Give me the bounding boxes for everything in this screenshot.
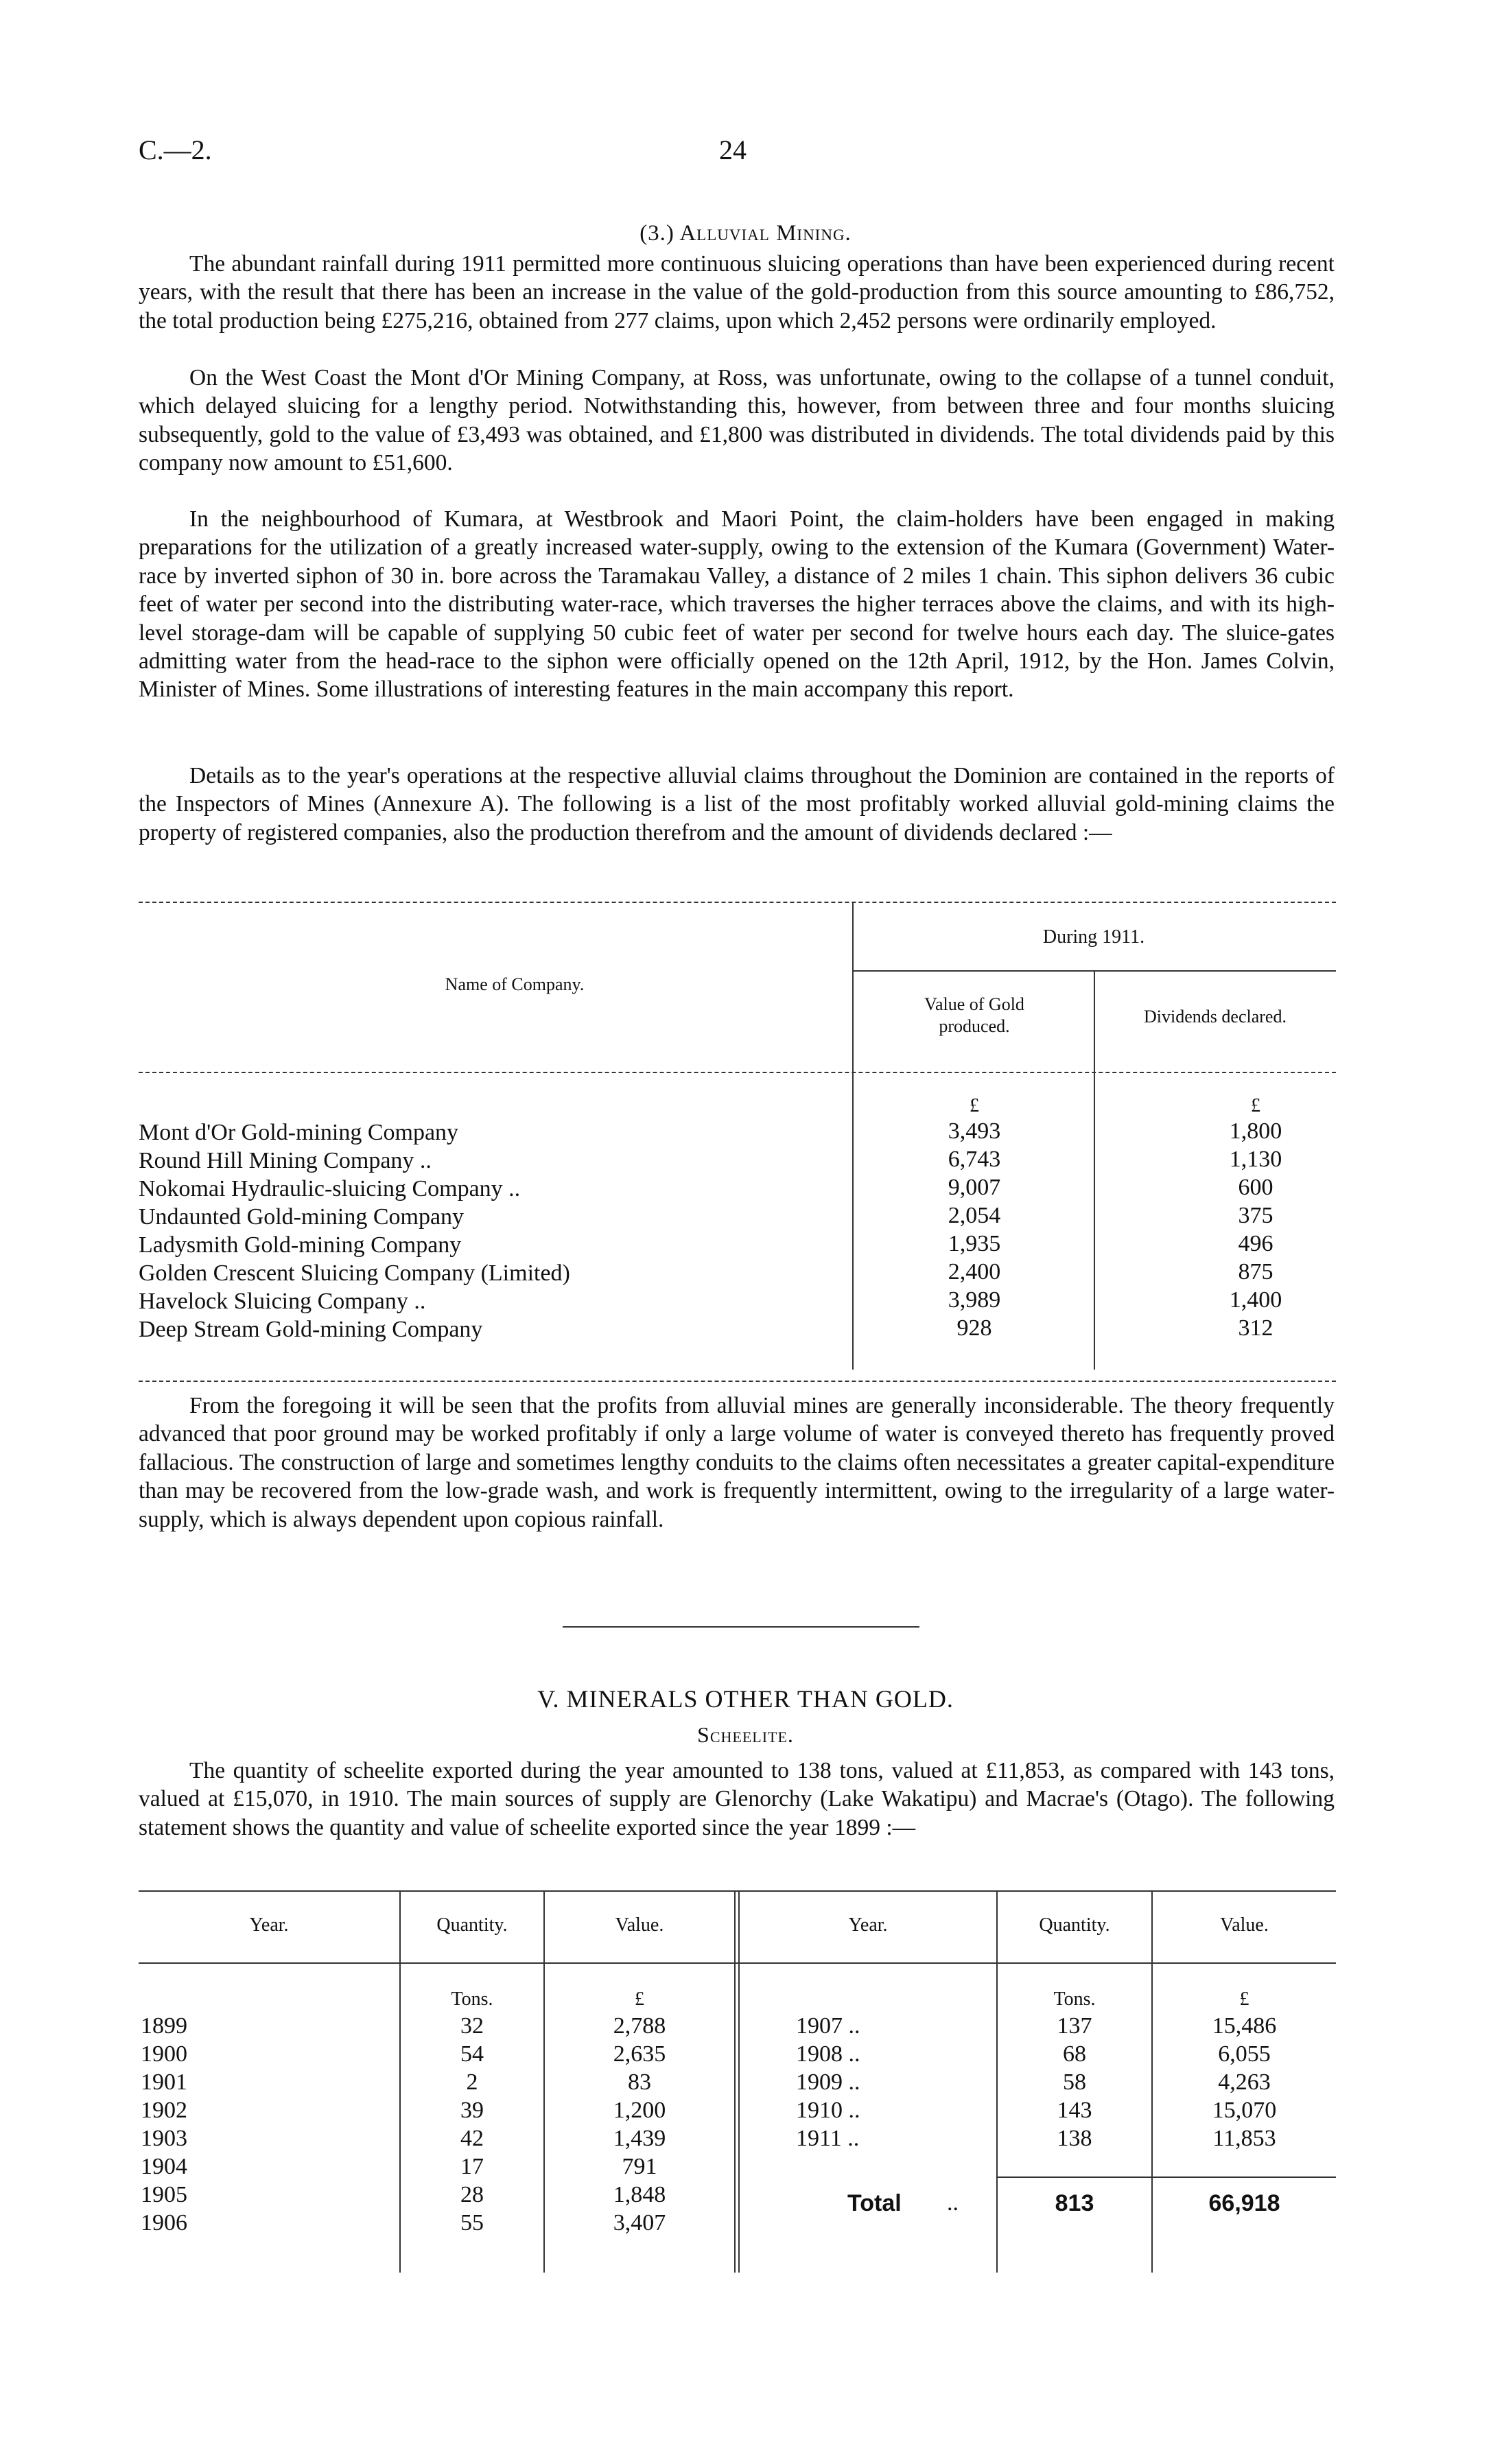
company-name: Round Hill Mining Company .. [139,1148,432,1173]
paragraph [139,762,1335,847]
year-cell: 1906 [141,2210,187,2236]
quantity-cell: 138 [1057,2126,1092,2151]
dividends-value: 1,800 [1229,1118,1282,1144]
quantity-cell: 68 [1063,2041,1086,2067]
section-title-alluvial: (3.) Alluvial Mining. [639,221,852,246]
paragraph [139,1392,1335,1534]
value-cell: 6,055 [1218,2041,1271,2067]
column-header-year: Year. [249,1914,289,1936]
company-name: Undaunted Gold-mining Company [139,1204,465,1230]
gold-value: 1,935 [948,1231,1001,1256]
value-cell: 15,070 [1212,2098,1277,2123]
company-name: Ladysmith Gold-mining Company [139,1232,462,1258]
unit-label: £ [635,1988,644,2010]
paragraph-text: In the neighbourhood of Kumara, at Westbrook and Maori Point, the claim-holders have been engaged in making preparations for the utilization of a greatly increased water-supply, owing to the extension of the Kumara (Government) Water-race by inverted siphon of 30 in. bore across the Taramakau Valley, a distance of 2 miles 1 chain. This siphon delivers 36 cubic feet of water per second into the distributing water-race, which traverses the higher terraces above the claims, and with its high-level storage-dam will be capable of supplying 50 cubic feet of water per second for twelve hours each day. The sluice-gates admitting water from the head-race to the siphon were officially opened on the 12th April, 1912, by the Hon. James Colvin, Minister of Mines. Some illustrations of interesting features in the main accompany this report. [139,506,1335,703]
quantity-cell: 55 [460,2210,484,2236]
quantity-cell: 143 [1057,2098,1092,2123]
company-name: Golden Crescent Sluicing Company (Limited) [139,1260,570,1286]
dividends-value: 600 [1238,1175,1273,1200]
year-cell: 1899 [141,2013,187,2039]
paragraph-text: The abundant rainfall during 1911 permitted more continuous sluicing operations than have been experienced during recent years, with the result that there has been an increase in the value of the gold-production from this source amounting to £86,752, the total production being £275,216, obtained from 277 claims, upon which 2,452 persons were ordinarily employed. [139,251,1335,333]
total-quantity: 813 [1055,2190,1094,2216]
column-group-header: During 1911. [1042,926,1145,948]
paragraph [139,1757,1335,1842]
year-cell: 1908 .. [796,2041,860,2067]
quantity-cell: 42 [460,2126,484,2151]
quantity-cell: 17 [460,2154,484,2179]
dividends-value: 875 [1238,1259,1273,1284]
year-cell: 1900 [141,2041,187,2067]
column-header-quantity: Quantity. [1039,1914,1110,1936]
value-cell: 1,200 [613,2098,666,2123]
value-cell: 3,407 [613,2210,666,2236]
table-rule [996,2176,1336,2178]
section-title-minerals: V. MINERALS OTHER THAN GOLD. [537,1685,954,1713]
paragraph-text: On the West Coast the Mont d'Or Mining Company, at Ross, was unfortunate, owing to the collapse of a tunnel conduit, which delayed sluicing for a lengthy period. Notwithstanding this, however, from between three and four months sluicing subsequently, gold to the value of £3,493 was obtained, and £1,800 was distributed in dividends. The total dividends paid by this company now amount to £51,600. [139,365,1335,476]
total-label: Total [847,2190,902,2216]
column-header-dividends: Dividends declared. [1144,1007,1287,1026]
table-divider [738,1892,740,2273]
value-cell: 2,788 [613,2013,666,2039]
column-header-quantity: Quantity. [436,1914,508,1936]
column-header-value: Value of Gold produced. [924,994,1024,1036]
gold-value: 9,007 [948,1175,1001,1200]
quantity-cell: 32 [460,2013,484,2039]
year-cell: 1904 [141,2154,187,2179]
quantity-cell: 2 [466,2069,478,2095]
gold-value: 6,743 [948,1147,1001,1172]
year-cell: 1909 .. [796,2069,860,2095]
table-rule [852,970,1336,972]
dividends-value: 1,400 [1229,1287,1282,1313]
column-header-year: Year. [848,1914,888,1936]
column-header-company: Name of Company. [445,974,585,994]
value-cell: 2,635 [613,2041,666,2067]
unit-label: £ [1239,1988,1249,2010]
company-name: Deep Stream Gold-mining Company [139,1317,483,1342]
paragraph-text: Details as to the year's operations at the respective alluvial claims throughout the Dominion are contained in the reports of the Inspectors of Mines (Annexure A). The following is a list of the most profitably worked alluvial gold-mining claims the property of registered companies, also the production therefrom and the amount of dividends declared :— [139,763,1335,845]
paragraph [139,364,1335,478]
year-cell: 1902 [141,2098,187,2123]
unit-label: £ [1251,1095,1260,1116]
year-cell: 1901 [141,2069,187,2095]
dividends-value: 496 [1238,1231,1273,1256]
gold-value: 2,400 [948,1259,1001,1284]
column-header-value: Value. [1220,1914,1269,1936]
unit-label: Tons. [1053,1988,1096,2010]
value-cell: 1,439 [613,2126,666,2151]
quantity-cell: 137 [1057,2013,1092,2039]
unit-label: £ [970,1095,979,1116]
section-divider [563,1626,919,1628]
table-divider [1094,970,1095,1370]
value-cell: 11,853 [1212,2126,1276,2151]
gold-value: 3,493 [948,1118,1001,1144]
company-name: Nokomai Hydraulic-sluicing Company .. [139,1176,521,1201]
quantity-cell: 39 [460,2098,484,2123]
value-cell: 791 [622,2154,657,2179]
dividends-value: 312 [1238,1315,1273,1341]
document-reference: C.—2. [139,134,212,165]
total-value: 66,918 [1208,2190,1280,2216]
paragraph [139,250,1335,335]
year-cell: 1910 .. [796,2098,860,2123]
page-number: 24 [719,134,747,165]
column-header-value: Value. [615,1914,664,1936]
paragraph-text: From the foregoing it will be seen that the profits from alluvial mines are generally inconsiderable. The theory frequently advanced that poor ground may be worked profitably if only a large volume of water is conveyed thereto has frequently proved fallacious. The construction of large and sometimes lengthy conduits to the claims often necessitates a greater capital-expenditure than may be recovered from the low-grade wash, and work is frequently intermittent, owing to the irregularity of a large water-supply, which is always dependent upon copious rainfall. [139,1393,1335,1532]
total-dots: .. [947,2190,959,2216]
dividends-value: 1,130 [1229,1147,1282,1172]
table-divider [734,1892,736,2273]
dividends-value: 375 [1238,1203,1273,1228]
year-cell: 1911 .. [796,2126,860,2151]
gold-value: 3,989 [948,1287,1001,1313]
table-rule [139,1890,1336,1892]
value-cell: 15,486 [1212,2013,1277,2039]
table-divider [852,903,854,1370]
paragraph [139,505,1335,704]
value-cell: 83 [628,2069,651,2095]
subsection-title-scheelite: Scheelite. [697,1722,794,1747]
company-name: Havelock Sluicing Company .. [139,1289,426,1314]
paragraph-text: The quantity of scheelite exported during the year amounted to 138 tons, valued at £11,853, as compared with 143 tons, valued at £15,070, in 1910. The main sources of supply are Glenorchy (Lake Wakatipu) and Macrae's (Otago). The following statement shows the quantity and value of scheelite exported since the year 1899 :— [139,1758,1335,1840]
table-rule [139,1962,1336,1964]
company-name: Mont d'Or Gold-mining Company [139,1120,459,1145]
value-cell: 1,848 [613,2182,666,2207]
year-cell: 1907 .. [796,2013,860,2039]
table-rule [139,1381,1336,1382]
table-rule [139,1072,1336,1073]
gold-value: 2,054 [948,1203,1001,1228]
table-rule [139,902,1336,903]
year-cell: 1905 [141,2182,187,2207]
value-cell: 4,263 [1218,2069,1271,2095]
year-cell: 1903 [141,2126,187,2151]
quantity-cell: 54 [460,2041,484,2067]
quantity-cell: 28 [460,2182,484,2207]
gold-value: 928 [956,1315,992,1341]
quantity-cell: 58 [1063,2069,1086,2095]
unit-label: Tons. [451,1988,493,2010]
